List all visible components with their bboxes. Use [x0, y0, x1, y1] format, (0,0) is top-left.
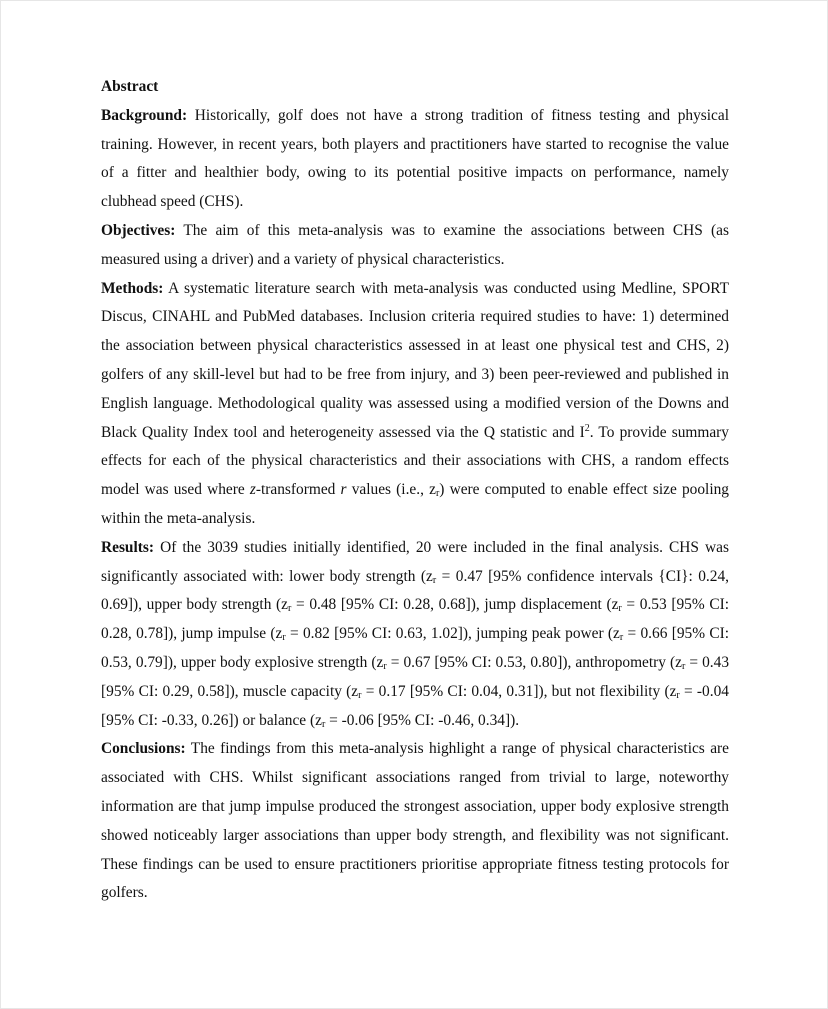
results-text-segment: = 0.47 [95% confidence intervals {CI}: 0.24, 0.69]), upper body strength (z: [101, 567, 729, 614]
methods-text-3: -transformed: [255, 481, 341, 499]
abstract-heading: Abstract: [101, 78, 159, 95]
results-subscript: r: [619, 632, 624, 644]
abstract-section: [101, 73, 729, 908]
methods-text-4: values (i.e., z: [346, 481, 436, 499]
results-subscript: r: [681, 660, 686, 672]
methods-text-2: . To provide summary effects for each of the physical characteristics and their associations with CHS, a random effects model was used where: [101, 423, 729, 499]
results-subscript: r: [676, 689, 680, 701]
results-text-segment: = 0.82 [95% CI: 0.63, 1.02]), jumping peak power (z: [285, 625, 620, 643]
results-text-segment: = 0.43 [95% CI: 0.29, 0.58]), muscle capacity (z: [101, 653, 730, 700]
results-text-segment: = -0.04 [95% CI: -0.33, 0.26]) or balance (z: [101, 682, 729, 729]
methods-label: Methods:: [101, 279, 164, 297]
methods-paragraph: [101, 275, 729, 534]
results-paragraph: [101, 534, 729, 736]
results-text: Of the 3039 studies initially identified, 20 were included in the final analysis. CHS was significantly associated with: lower body strength (z: [101, 538, 729, 585]
conclusions-label: Conclusions:: [101, 740, 186, 758]
methods-italic-r: r: [340, 481, 347, 499]
results-text-segment: = 0.17 [95% CI: 0.04, 0.31]), but not flexibility (z: [361, 682, 677, 700]
results-subscript: r: [282, 632, 286, 644]
methods-italic-z: z: [249, 481, 256, 499]
methods-text-1: A systematic literature search with meta-analysis was conducted using Medline, SPORT Discus, CINAHL and PubMed databases. Inclusion criteria required studies to have: 1) determined the association between physical characteristics assessed in at least one physical test and CHS, 2) golfers of any skill-level but had to be free from injury, and 3) been peer-reviewed and published in English language. Methodological quality was assessed using a modified version of the Downs and Black Quality Index tool and heterogeneity assessed via the Q statistic and I: [101, 279, 729, 441]
results-text-segment: = 0.53 [95% CI: 0.28, 0.78]), jump impulse (z: [101, 596, 729, 643]
methods-superscript: 2: [584, 422, 590, 434]
results-text-segment: = 0.66 [95% CI: 0.53, 0.79]), upper body explosive strength (z: [101, 625, 729, 671]
results-subscript: r: [383, 660, 387, 672]
results-text-segment: = 0.48 [95% CI: 0.28, 0.68]), jump displacement (z: [291, 596, 619, 614]
results-subscript: r: [358, 689, 362, 701]
results-subscript: r: [432, 574, 437, 586]
conclusions-text: The findings from this meta-analysis highlight a range of physical characteristics are associated with CHS. Whilst significant associations ranged from trivial to large, noteworthy information are that jump impulse produced the strongest association, upper body explosive strength showed noticeably larger associations than upper body strength, and flexibility was not significant. These findings can be used to ensure practitioners prioritise appropriate fitness testing protocols for golfers.: [101, 740, 729, 902]
objectives-label: Objectives:: [101, 221, 176, 239]
results-subscript: r: [321, 718, 326, 730]
results-subscript: r: [288, 603, 292, 615]
methods-text-5: ) were computed to enable effect size pooling within the meta-analysis.: [101, 481, 729, 527]
objectives-text: The aim of this meta-analysis was to examine the associations between CHS (as measured using a driver) and a variety of physical characteristics.: [101, 221, 729, 268]
results-label: Results:: [101, 538, 155, 556]
results-text-segment: = 0.67 [95% CI: 0.53, 0.80]), anthropometry (z: [386, 653, 682, 671]
methods-subscript: r: [435, 488, 440, 500]
background-text: Historically, golf does not have a strong tradition of fitness testing and physical training. However, in recent years, both players and practitioners have started to recognise the value of a fitter and healthier body, owing to its potential positive impacts on performance, namely clubhead speed (CHS).: [101, 106, 729, 211]
results-subscript: r: [618, 603, 622, 615]
objectives-paragraph: [101, 217, 729, 275]
background-label: Background:: [101, 106, 188, 124]
background-paragraph: [101, 102, 729, 217]
conclusions-paragraph: [101, 735, 729, 908]
results-text-segment: = -0.06 [95% CI: -0.46, 0.34]).: [325, 711, 520, 729]
results-items: [101, 568, 729, 729]
